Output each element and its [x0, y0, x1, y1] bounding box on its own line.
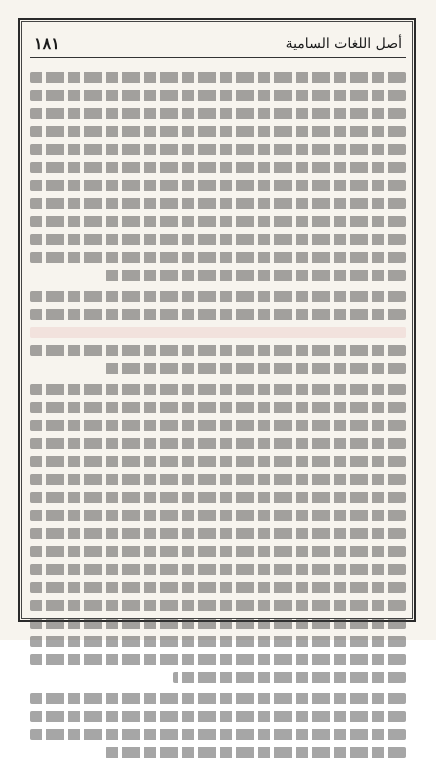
text-line	[30, 198, 406, 209]
text-line	[173, 672, 406, 683]
text-line	[30, 618, 406, 629]
text-line	[30, 636, 406, 647]
text-line	[30, 654, 406, 665]
text-line	[30, 162, 406, 173]
text-line	[30, 600, 406, 611]
text-line	[30, 582, 406, 593]
text-line	[30, 384, 406, 395]
text-line	[30, 546, 406, 557]
text-line	[30, 438, 406, 449]
text-line-highlighted	[30, 327, 406, 338]
text-line	[30, 309, 406, 320]
text-line	[30, 126, 406, 137]
text-line	[30, 345, 406, 356]
text-line	[30, 252, 406, 263]
page-number: ١٨١	[34, 34, 60, 53]
text-line	[105, 363, 406, 374]
text-line	[30, 510, 406, 521]
paragraph-3	[30, 384, 406, 683]
text-line	[30, 291, 406, 302]
text-line	[30, 711, 406, 722]
paragraph-4	[30, 693, 406, 758]
text-line	[30, 474, 406, 485]
text-line	[30, 402, 406, 413]
text-line	[30, 216, 406, 227]
text-line	[30, 528, 406, 539]
text-line	[30, 144, 406, 155]
text-line	[30, 693, 406, 704]
text-line	[105, 270, 406, 281]
text-line	[30, 564, 406, 575]
text-line	[30, 456, 406, 467]
text-line	[30, 234, 406, 245]
text-line	[30, 108, 406, 119]
text-line	[30, 180, 406, 191]
text-line	[30, 420, 406, 431]
text-line	[30, 492, 406, 503]
running-title: أصل اللغات السامية	[285, 35, 402, 52]
paragraph-1	[30, 72, 406, 281]
page-header	[30, 30, 406, 58]
text-line	[30, 729, 406, 740]
paragraph-2	[30, 291, 406, 374]
text-line	[30, 90, 406, 101]
body-text	[30, 72, 406, 768]
text-line	[30, 72, 406, 83]
text-line	[105, 747, 406, 758]
